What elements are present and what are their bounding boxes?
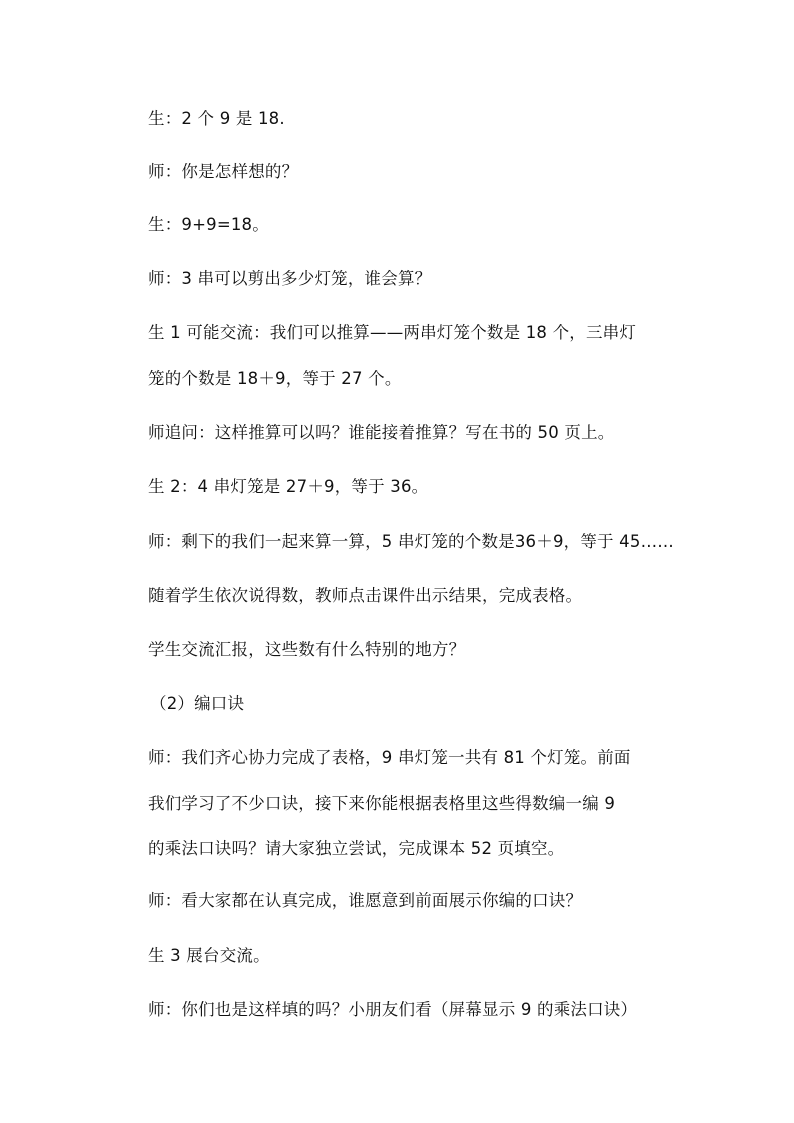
text-line-9: 师：剩下的我们一起来算一算，5 串灯笼的个数是36＋9，等于 45…… (148, 532, 674, 551)
text-line-10: 随着学生依次说得数，教师点击课件出示结果，完成表格。 (148, 586, 583, 605)
text-line-16: 师：看大家都在认真完成，谁愿意到前面展示你编的口诀？ (148, 891, 583, 910)
text-line-8: 生 2：4 串灯笼是 27＋9，等于 36。 (148, 477, 429, 496)
text-line-3: 生：9+9=18。 (148, 215, 269, 234)
text-line-5: 生 1 可能交流：我们可以推算——两串灯笼个数是 18 个，三串灯 (148, 323, 637, 342)
text-line-12: （2）编口诀 (150, 694, 245, 713)
text-line-18: 师：你们也是这样填的吗？小朋友们看（屏幕显示 9 的乘法口诀） (148, 1000, 638, 1019)
text-line-1: 生：2 个 9 是 18. (148, 109, 285, 128)
text-line-15: 的乘法口诀吗？请大家独立尝试，完成课本 52 页填空。 (148, 839, 565, 858)
text-line-2: 师：你是怎样想的？ (148, 162, 299, 181)
text-line-7: 师追问：这样推算可以吗？谁能接着推算？写在书的 50 页上。 (148, 423, 615, 442)
text-line-6: 笼的个数是 18＋9，等于 27 个。 (148, 369, 402, 388)
text-line-11: 学生交流汇报，这些数有什么特别的地方？ (148, 640, 466, 659)
text-line-14: 我们学习了不少口诀，接下来你能根据表格里这些得数编一编 9 (148, 794, 616, 813)
text-line-4: 师：3 串可以剪出多少灯笼，谁会算？ (148, 269, 432, 288)
text-line-17: 生 3 展台交流。 (148, 946, 270, 965)
text-line-13: 师：我们齐心协力完成了表格，9 串灯笼一共有 81 个灯笼。前面 (148, 748, 631, 767)
